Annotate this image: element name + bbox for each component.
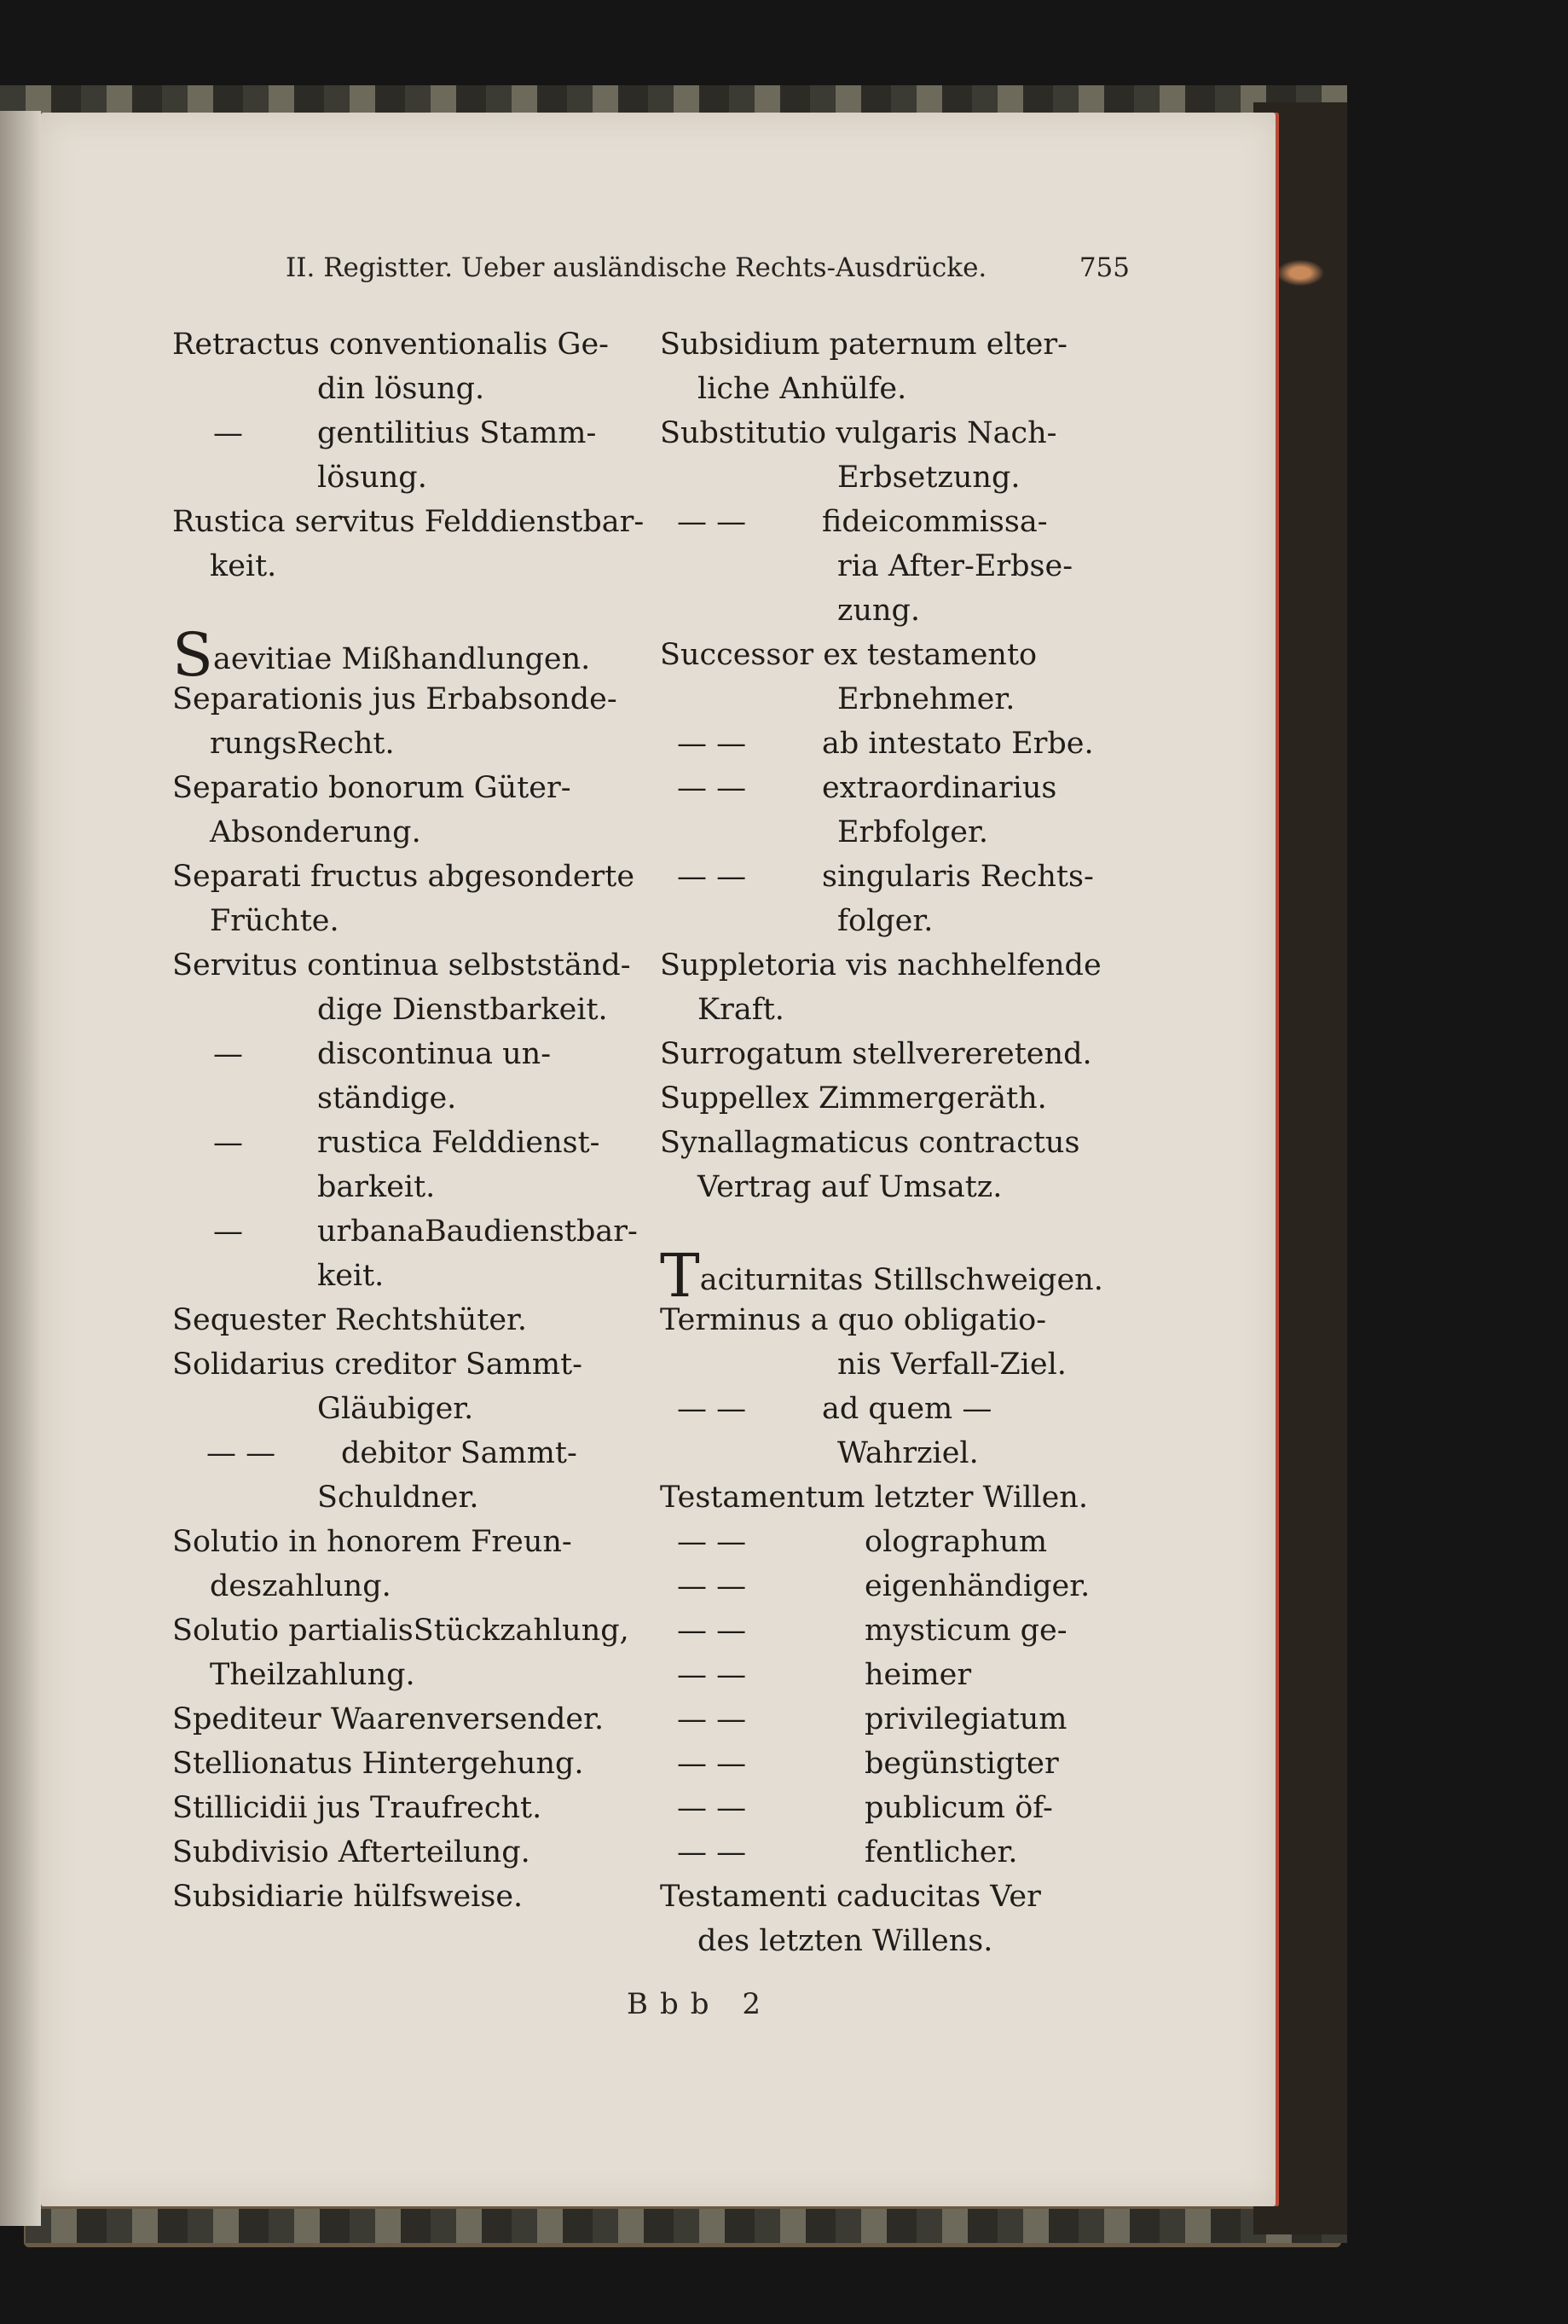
index-line <box>172 411 662 455</box>
index-text: rungsRecht. <box>210 727 395 761</box>
index-text: singularis Rechts- <box>822 860 1094 894</box>
index-line <box>172 855 662 899</box>
page-bottom-edge <box>26 2209 1347 2243</box>
index-text: dige Dienstbarkeit. <box>317 993 608 1027</box>
index-line <box>660 1830 1150 1875</box>
index-text: Stillicidii jus Traufrecht. <box>172 1791 542 1825</box>
index-text: gentilitius Stamm- <box>317 416 597 450</box>
index-line <box>172 1653 662 1697</box>
index-text: Subdivisio Afterteilung. <box>172 1835 530 1869</box>
index-text: Suppellex Zimmergeräth. <box>660 1081 1047 1116</box>
index-text: barkeit. <box>317 1170 436 1204</box>
index-text: deszahlung. <box>210 1569 391 1603</box>
index-line <box>172 943 662 988</box>
index-line <box>172 810 662 855</box>
index-line <box>172 1520 662 1564</box>
previous-leaf-edge <box>0 111 41 2226</box>
index-text: Spediteur Waarenversender. <box>172 1702 605 1736</box>
index-line <box>172 322 662 367</box>
index-line <box>172 1830 662 1875</box>
index-text: privilegiatum <box>865 1702 1068 1736</box>
index-line <box>172 1076 662 1121</box>
index-line <box>172 1254 662 1298</box>
index-line <box>660 633 1150 677</box>
index-line <box>660 722 1150 766</box>
index-text: mysticum ge- <box>865 1614 1068 1648</box>
page-top-edge <box>0 85 1347 116</box>
index-text: urbanaBaudienstbar- <box>317 1214 638 1249</box>
index-text: olographum <box>865 1525 1048 1559</box>
index-text: Surrogatum stellvereretend. <box>660 1037 1092 1071</box>
index-line <box>172 1475 662 1520</box>
left-column <box>172 322 662 1919</box>
index-text: nis Verfall-Ziel. <box>837 1347 1067 1382</box>
index-text: keit. <box>317 1259 385 1293</box>
ditto-dash: — — <box>677 860 747 894</box>
index-line <box>660 1475 1150 1520</box>
ditto-dash: — — <box>677 1747 747 1781</box>
index-line <box>660 1520 1150 1564</box>
index-line <box>660 988 1150 1032</box>
index-text: lösung. <box>317 461 427 495</box>
ditto-dash: — — <box>206 1436 276 1470</box>
index-line <box>172 1209 662 1254</box>
index-line <box>660 1032 1150 1076</box>
index-text: Theilzahlung. <box>210 1658 415 1692</box>
index-text: Absonderung. <box>210 815 421 849</box>
index-text: ad quem — <box>822 1392 992 1426</box>
ditto-dash: — <box>213 1037 243 1071</box>
index-text: ab intestato Erbe. <box>822 727 1094 761</box>
index-text: Vertrag auf Umsatz. <box>697 1170 1003 1204</box>
index-line <box>660 1298 1150 1342</box>
ditto-dash: — — <box>677 1525 747 1559</box>
index-line <box>660 1653 1150 1697</box>
index-text: din lösung. <box>317 372 485 406</box>
index-line <box>172 544 662 588</box>
index-line <box>172 500 662 544</box>
index-text: Servitus continua selbstständ- <box>172 948 631 982</box>
section-gap <box>660 1209 1150 1254</box>
index-line <box>660 1564 1150 1608</box>
index-text: begünstigter <box>865 1747 1059 1781</box>
index-line <box>660 943 1150 988</box>
right-column <box>660 322 1150 1963</box>
index-text: Erbsetzung. <box>837 461 1021 495</box>
index-line <box>660 1431 1150 1475</box>
index-text: Retractus conventionalis Ge- <box>172 327 609 362</box>
index-line <box>172 1875 662 1919</box>
signature-mark: Bbb 2 <box>627 1987 772 2021</box>
index-line <box>172 1032 662 1076</box>
index-text: fideicommissa- <box>822 505 1048 539</box>
index-line <box>660 1608 1150 1653</box>
index-text: aciturnitas Stillschweigen. <box>699 1263 1103 1297</box>
header-title: II. Registter. Ueber ausländische Rechts-Ausdrücke. <box>286 252 987 283</box>
index-text: ständige. <box>317 1081 457 1116</box>
ditto-dash: — — <box>677 1658 747 1692</box>
ditto-dash: — — <box>677 1835 747 1869</box>
index-text: rustica Felddienst- <box>317 1126 600 1160</box>
index-line <box>660 810 1150 855</box>
ditto-dash: — — <box>677 1569 747 1603</box>
index-line <box>172 899 662 943</box>
index-line <box>172 1608 662 1653</box>
index-line <box>660 1697 1150 1742</box>
index-line <box>660 1076 1150 1121</box>
index-text: Erbfolger. <box>837 815 989 849</box>
index-line <box>172 620 662 690</box>
index-text: Wahrziel. <box>837 1436 979 1470</box>
index-text: Erbnehmer. <box>837 682 1015 716</box>
index-text: eigenhändiger. <box>865 1569 1091 1603</box>
index-text: Subsidiarie hülfsweise. <box>172 1880 524 1914</box>
index-line <box>660 500 1150 544</box>
index-text: Successor ex testamento <box>660 638 1038 672</box>
index-text: zung. <box>837 594 921 628</box>
index-text: Synallagmaticus contractus <box>660 1126 1080 1160</box>
index-text: ria After-Erbse- <box>837 549 1073 583</box>
index-line <box>172 1786 662 1830</box>
index-line <box>660 1875 1150 1919</box>
index-text: keit. <box>210 549 277 583</box>
index-line <box>172 1564 662 1608</box>
index-text: Rustica servitus Felddienstbar- <box>172 505 645 539</box>
index-text: extraordinarius <box>822 771 1057 805</box>
index-text: Früchte. <box>210 904 339 938</box>
index-line <box>172 677 662 722</box>
index-line <box>660 1742 1150 1786</box>
index-line <box>660 322 1150 367</box>
index-line <box>172 1742 662 1786</box>
ditto-dash: — — <box>677 1614 747 1648</box>
index-text: Separati fructus abgesonderte <box>172 860 635 894</box>
index-line <box>660 1241 1150 1311</box>
initial-letter: S <box>172 620 213 690</box>
initial-letter: T <box>660 1241 700 1311</box>
ditto-dash: — — <box>677 1702 747 1736</box>
index-line <box>172 1298 662 1342</box>
index-line <box>660 899 1150 943</box>
ditto-dash: — <box>213 1214 243 1249</box>
ditto-dash: — — <box>677 505 747 539</box>
index-line <box>660 588 1150 633</box>
index-text: publicum öf- <box>865 1791 1053 1825</box>
index-text: Separatio bonorum Güter- <box>172 771 571 805</box>
index-line <box>172 1342 662 1387</box>
index-line <box>172 455 662 500</box>
index-text: Schuldner. <box>317 1481 479 1515</box>
index-text: liche Anhülfe. <box>697 372 907 406</box>
index-line <box>172 367 662 411</box>
index-line <box>660 455 1150 500</box>
index-line <box>660 766 1150 810</box>
index-text: fentlicher. <box>865 1835 1018 1869</box>
ditto-dash: — — <box>677 771 747 805</box>
ditto-dash: — — <box>677 727 747 761</box>
index-line <box>172 1431 662 1475</box>
index-line <box>172 722 662 766</box>
running-header <box>286 252 1130 295</box>
index-line <box>172 1121 662 1165</box>
index-text: Gläubiger. <box>317 1392 474 1426</box>
index-text: des letzten Willens. <box>697 1924 993 1958</box>
index-text: Kraft. <box>697 993 784 1027</box>
index-text: Separationis jus Erbabsonde- <box>172 682 617 716</box>
index-text: Solutio in honorem Freun- <box>172 1525 572 1559</box>
ditto-dash: — <box>213 416 243 450</box>
index-text: aevitiae Mißhandlungen. <box>212 642 591 676</box>
index-text: Solutio partialisStückzahlung, <box>172 1614 629 1648</box>
index-line <box>660 677 1150 722</box>
index-line <box>172 1165 662 1209</box>
ditto-dash: — — <box>677 1392 747 1426</box>
index-text: discontinua un- <box>317 1037 552 1071</box>
index-line <box>660 1786 1150 1830</box>
index-text: debitor Sammt- <box>341 1436 577 1470</box>
index-text: Testamentum letzter Willen. <box>660 1481 1088 1515</box>
index-text: heimer <box>865 1658 972 1692</box>
index-line <box>660 411 1150 455</box>
index-text: Substitutio vulgaris Nach- <box>660 416 1057 450</box>
index-line <box>172 766 662 810</box>
index-line <box>172 1387 662 1431</box>
index-text: Testamenti caducitas Ver <box>660 1880 1041 1914</box>
index-line <box>660 1919 1150 1963</box>
index-line <box>660 1121 1150 1165</box>
index-line <box>660 544 1150 588</box>
index-text: Terminus a quo obligatio- <box>660 1303 1047 1337</box>
index-line <box>660 367 1150 411</box>
index-text: Subsidium paternum elter- <box>660 327 1068 362</box>
index-text: Sequester Rechtshüter. <box>172 1303 528 1337</box>
index-text: Stellionatus Hintergehung. <box>172 1747 584 1781</box>
index-line <box>660 1165 1150 1209</box>
index-text: folger. <box>837 904 934 938</box>
index-line <box>172 1697 662 1742</box>
section-gap <box>172 588 662 633</box>
index-text: Solidarius creditor Sammt- <box>172 1347 583 1382</box>
ditto-dash: — — <box>677 1791 747 1825</box>
ditto-dash: — <box>213 1126 243 1160</box>
index-text: Suppletoria vis nachhelfende <box>660 948 1102 982</box>
index-line <box>660 1342 1150 1387</box>
index-line <box>172 988 662 1032</box>
page-number: 755 <box>1079 252 1130 283</box>
index-line <box>660 855 1150 899</box>
index-line <box>660 1387 1150 1431</box>
